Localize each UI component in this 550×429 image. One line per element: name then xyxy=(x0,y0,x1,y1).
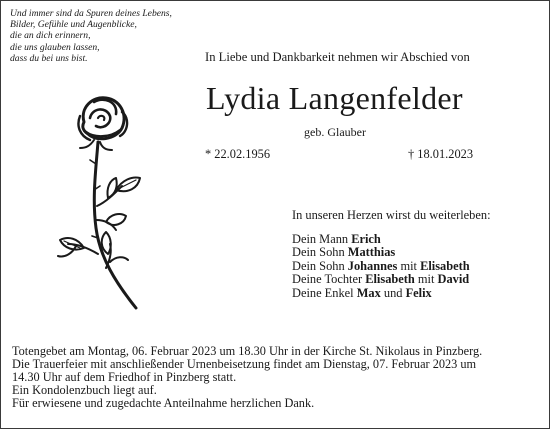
birth-date: * 22.02.1956 xyxy=(205,147,271,161)
family-member: Dein Sohn Matthias xyxy=(292,245,396,260)
poem-line: die an dich erinnern, xyxy=(10,30,91,42)
deceased-name: Lydia Langenfelder xyxy=(206,80,463,116)
service-line: 14.30 Uhr auf dem Friedhof in Pinzberg statt. xyxy=(12,370,237,385)
family-member: Dein Mann Erich xyxy=(292,232,381,246)
poem-line: Und immer sind da Spuren deines Lebens, xyxy=(10,8,172,19)
farewell-intro: In Liebe und Dankbarkeit nehmen wir Abschied von xyxy=(205,50,470,64)
service-line: Ein Kondolenzbuch liegt auf. xyxy=(12,383,157,398)
service-line: Totengebet am Montag, 06. Februar 2023 um 18.30 Uhr in der Kirche St. Nikolaus in Pinzberg. xyxy=(12,344,483,358)
poem-line: Bilder, Gefühle und Augenblicke, xyxy=(10,19,137,31)
memorial-poem xyxy=(10,8,172,64)
family-member: Deine Tochter Elisabeth mit David xyxy=(292,272,470,287)
poem-line: dass du bei uns bist. xyxy=(10,52,88,64)
family-member: Deine Enkel Max und Felix xyxy=(292,285,432,300)
death-date: † 18.01.2023 xyxy=(408,147,474,161)
service-line: Die Trauerfeier mit anschließender Urnenbeisetzung findet am Dienstag, 07. Februar 2023 um xyxy=(12,357,477,372)
maiden-name: geb. Glauber xyxy=(304,125,366,139)
poem-line: die uns glauben lassen, xyxy=(10,41,100,53)
family-member: Dein Sohn Johannes mit Elisabeth xyxy=(292,258,470,273)
hearts-line: In unseren Herzen wirst du weiterleben: xyxy=(292,208,491,222)
service-details xyxy=(12,345,482,410)
family-list xyxy=(292,233,470,300)
service-line: Für erwiesene und zugedachte Anteilnahme herzlichen Dank. xyxy=(12,396,315,411)
rose-icon xyxy=(50,88,150,313)
